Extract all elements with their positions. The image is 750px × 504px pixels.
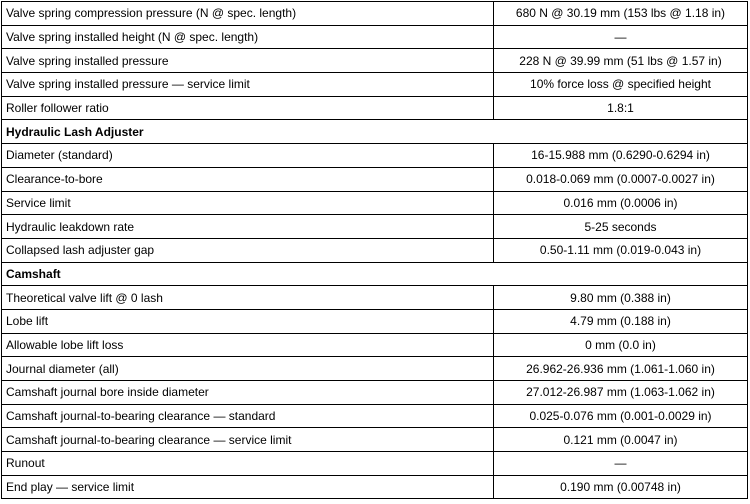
section-title: Camshaft <box>2 262 748 286</box>
section-header-row <box>2 262 748 286</box>
section-header-row <box>2 120 748 144</box>
table-row <box>2 144 748 168</box>
parameter-value: 4.79 mm (0.188 in) <box>494 309 748 333</box>
parameter-label: Valve spring installed pressure <box>2 49 494 73</box>
table-row <box>2 428 748 452</box>
section-title: Hydraulic Lash Adjuster <box>2 120 748 144</box>
table-row <box>2 309 748 333</box>
parameter-label: Roller follower ratio <box>2 96 494 120</box>
parameter-label: Valve spring installed height (N @ spec. length) <box>2 25 494 49</box>
parameter-label: Valve spring compression pressure (N @ spec. length) <box>2 2 494 26</box>
parameter-label: Lobe lift <box>2 309 494 333</box>
parameter-value: 9.80 mm (0.388 in) <box>494 286 748 310</box>
parameter-value: — <box>494 452 748 476</box>
table-row <box>2 73 748 97</box>
parameter-value: 1.8:1 <box>494 96 748 120</box>
parameter-value: — <box>494 25 748 49</box>
table-row <box>2 191 748 215</box>
table-row <box>2 49 748 73</box>
parameter-value: 0.190 mm (0.00748 in) <box>494 475 748 499</box>
parameter-label: Journal diameter (all) <box>2 357 494 381</box>
parameter-value: 0.121 mm (0.0047 in) <box>494 428 748 452</box>
parameter-value: 26.962-26.936 mm (1.061-1.060 in) <box>494 357 748 381</box>
parameter-value: 680 N @ 30.19 mm (153 lbs @ 1.18 in) <box>494 2 748 26</box>
parameter-value: 0.025-0.076 mm (0.001-0.0029 in) <box>494 404 748 428</box>
table-row <box>2 167 748 191</box>
parameter-value: 0.016 mm (0.0006 in) <box>494 191 748 215</box>
parameter-label: Runout <box>2 452 494 476</box>
parameter-label: Theoretical valve lift @ 0 lash <box>2 286 494 310</box>
table-row <box>2 2 748 26</box>
specification-table-body <box>2 2 748 499</box>
table-row <box>2 333 748 357</box>
parameter-label: Allowable lobe lift loss <box>2 333 494 357</box>
parameter-label: Hydraulic leakdown rate <box>2 215 494 239</box>
specification-table <box>1 1 748 499</box>
parameter-label: Service limit <box>2 191 494 215</box>
parameter-label: Camshaft journal-to-bearing clearance — standard <box>2 404 494 428</box>
parameter-value: 0.50-1.11 mm (0.019-0.043 in) <box>494 238 748 262</box>
table-row <box>2 404 748 428</box>
parameter-label: Camshaft journal bore inside diameter <box>2 381 494 405</box>
table-row <box>2 452 748 476</box>
parameter-value: 228 N @ 39.99 mm (51 lbs @ 1.57 in) <box>494 49 748 73</box>
table-row <box>2 25 748 49</box>
table-row <box>2 381 748 405</box>
table-row <box>2 357 748 381</box>
parameter-value: 5-25 seconds <box>494 215 748 239</box>
table-row <box>2 238 748 262</box>
parameter-value: 16-15.988 mm (0.6290-0.6294 in) <box>494 144 748 168</box>
table-row <box>2 96 748 120</box>
parameter-label: Camshaft journal-to-bearing clearance — service limit <box>2 428 494 452</box>
parameter-label: Clearance-to-bore <box>2 167 494 191</box>
parameter-value: 0.018-0.069 mm (0.0007-0.0027 in) <box>494 167 748 191</box>
parameter-value: 10% force loss @ specified height <box>494 73 748 97</box>
table-row <box>2 286 748 310</box>
parameter-label: Diameter (standard) <box>2 144 494 168</box>
table-row <box>2 475 748 499</box>
parameter-value: 27.012-26.987 mm (1.063-1.062 in) <box>494 381 748 405</box>
parameter-label: End play — service limit <box>2 475 494 499</box>
parameter-value: 0 mm (0.0 in) <box>494 333 748 357</box>
table-row <box>2 215 748 239</box>
parameter-label: Valve spring installed pressure — service limit <box>2 73 494 97</box>
parameter-label: Collapsed lash adjuster gap <box>2 238 494 262</box>
